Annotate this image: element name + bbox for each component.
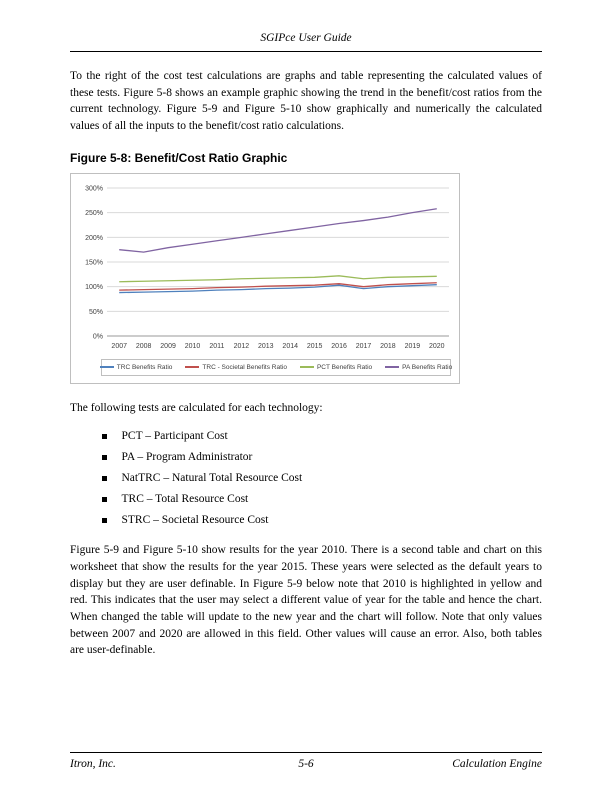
- tests-intro-paragraph: The following tests are calculated for each technology:: [70, 401, 323, 414]
- test-list-item-label: PCT – Participant Cost: [121, 430, 228, 443]
- tests-list: [102, 430, 542, 526]
- y-axis-tick-label: 300%: [85, 185, 103, 193]
- x-axis-tick-label: 2013: [257, 342, 274, 350]
- x-axis-tick-label: 2017: [355, 342, 372, 350]
- footer-page-number: 5-6: [298, 758, 314, 770]
- series-line: [119, 208, 437, 251]
- y-axis-tick-label: 0%: [92, 333, 103, 341]
- footer-company: Itron, Inc.: [70, 758, 116, 770]
- legend-item: [100, 364, 173, 371]
- chart-plot-area: [75, 178, 455, 356]
- series-line: [119, 276, 437, 282]
- y-axis-tick-label: 50%: [88, 308, 103, 316]
- test-list-item-label: PA – Program Administrator: [121, 451, 253, 464]
- test-list-item: [102, 472, 542, 484]
- y-axis-tick-label: 150%: [85, 259, 103, 267]
- legend-item: [185, 364, 287, 371]
- square-bullet-icon: [102, 476, 107, 481]
- square-bullet-icon: [102, 518, 107, 523]
- x-axis-tick-label: 2014: [282, 342, 299, 350]
- y-axis-tick-label: 100%: [85, 283, 103, 291]
- chart-legend: [101, 359, 451, 376]
- legend-label: TRC Benefits Ratio: [116, 363, 173, 371]
- test-list-item-label: STRC – Societal Resource Cost: [121, 514, 269, 527]
- square-bullet-icon: [102, 455, 107, 460]
- x-axis-tick-label: 2010: [184, 342, 201, 350]
- x-axis-tick-label: 2015: [306, 342, 323, 350]
- legend-item: [300, 364, 372, 371]
- legend-line-swatch: [385, 366, 399, 368]
- square-bullet-icon: [102, 434, 107, 439]
- legend-item: [385, 364, 452, 371]
- y-axis-tick-label: 250%: [85, 209, 103, 217]
- test-list-item: [102, 430, 542, 442]
- test-list-item: [102, 451, 542, 463]
- page-footer: [70, 752, 542, 770]
- body-paragraph: Figure 5-9 and Figure 5-10 show results for the year 2010. There is a second table and chart on this worksheet that show the results for the year 2015. These years were selected as the default years to display but they are user definable. In Figure 5-9 below note that 2010 is highlighted in yellow and red. This indicates that the user may select a different value of year for the table and hence the chart. When changed the table will update to the new year and the chart will follow. Note that only values between 2007 and 2020 are allowed in this field. Other values will cause an error. Also, both tables are user-definable.: [70, 544, 542, 657]
- legend-line-swatch: [100, 366, 114, 368]
- square-bullet-icon: [102, 497, 107, 502]
- legend-line-swatch: [300, 366, 314, 368]
- benefit-cost-ratio-chart: [70, 173, 460, 384]
- legend-label: PA Benefits Ratio: [402, 363, 453, 371]
- x-axis-tick-label: 2009: [160, 342, 176, 350]
- legend-label: TRC - Societal Benefits Ratio: [202, 363, 287, 371]
- page-header: [70, 28, 542, 52]
- figure-caption: Figure 5-8: Benefit/Cost Ratio Graphic: [70, 150, 288, 165]
- header-title: SGIPce User Guide: [260, 32, 352, 44]
- x-axis-tick-label: 2008: [135, 342, 152, 350]
- x-axis-tick-label: 2019: [404, 342, 421, 350]
- legend-line-swatch: [185, 366, 199, 368]
- legend-label: PCT Benefits Ratio: [316, 363, 373, 371]
- y-axis-tick-label: 200%: [85, 234, 103, 242]
- intro-paragraph: To the right of the cost test calculations are graphs and table representing the calculated values of these tests. Figure 5-8 shows an example graphic showing the trend in the benefit/cost ratios from the current technology. Figure 5-9 and Figure 5-10 show graphically and numerically the calculated values of all the inputs to the benefit/cost ratio calculations.: [70, 70, 542, 133]
- x-axis-tick-label: 2012: [233, 342, 250, 350]
- test-list-item: [102, 493, 542, 505]
- x-axis-tick-label: 2020: [428, 342, 445, 350]
- x-axis-tick-label: 2007: [111, 342, 128, 350]
- test-list-item: [102, 514, 542, 526]
- x-axis-tick-label: 2018: [380, 342, 396, 350]
- test-list-item-label: NatTRC – Natural Total Resource Cost: [121, 472, 303, 485]
- x-axis-tick-label: 2011: [209, 342, 225, 350]
- footer-section: Calculation Engine: [452, 758, 542, 770]
- test-list-item-label: TRC – Total Resource Cost: [121, 493, 249, 506]
- x-axis-tick-label: 2016: [331, 342, 347, 350]
